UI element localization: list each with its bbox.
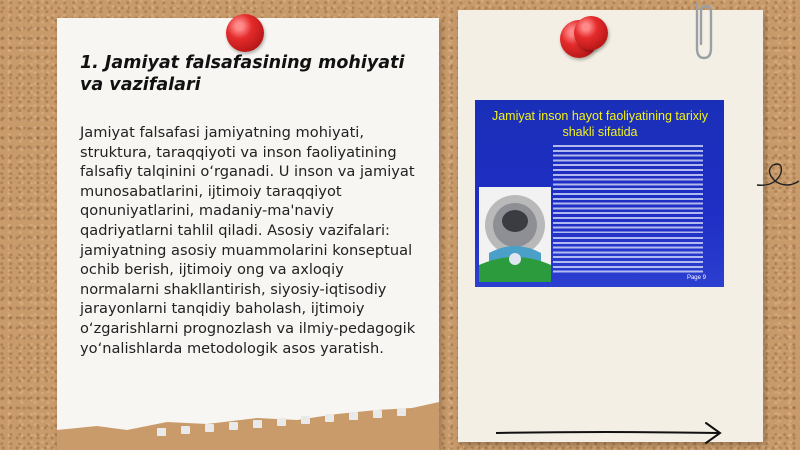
globe-people-image — [479, 187, 551, 282]
slide-title: Jamiyat inson hayot faoliyatining tarixiy shakli sifatida — [491, 109, 709, 139]
push-pin-icon — [574, 16, 608, 50]
slide-body-text — [553, 145, 715, 275]
slide-image — [475, 100, 724, 287]
body-paragraph: Jamiyat falsafasi jamiyatning mohiyati, struktura, taraqqiyoti va inson faoliyatining falsafiy talqinini o‘rganadi. U inson va jamiyat munosabatlarini, ijtimoiy taraqqiyot qonuniyatlarini, madaniy-ma'naviy qadriyatlarni tahlil qiladi. Asosiy vazifalari: jamiyatning asosiy muammolarini konseptual ochib berish, ijtimoiy ong va axloqiy normalarni shakllantirish, siyosiy-iqtisodiy jarayonlarni tanqidiy baholash, ijtimoiy o‘zgarishlarni prognozlash va ilmiy-pedagogik yo‘nalishlarda metodologik asos yaratish. — [80, 124, 416, 357]
page-title: 1. Jamiyat falsafasining mohiyati va vazifalari — [80, 53, 405, 95]
torn-edge — [57, 400, 439, 450]
push-pin-icon — [226, 14, 264, 52]
slide-page-number: Page 9 — [686, 275, 706, 281]
string-loop-icon — [755, 155, 800, 200]
arrow-right-icon — [494, 420, 726, 446]
paper-clip-icon — [688, 0, 718, 62]
